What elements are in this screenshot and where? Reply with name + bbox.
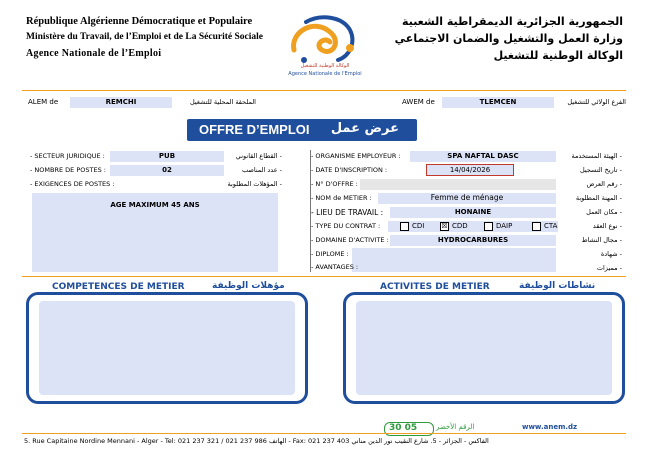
exigences-label: - EXIGENCES DE POSTES :: [30, 180, 115, 188]
diplome-label: - DIPLOME :: [311, 250, 349, 258]
website-link[interactable]: www.anem.dz: [522, 423, 578, 431]
header-fr-line2: Ministère du Travail, de l’Emploi et de La Sécurité Sociale: [26, 32, 263, 42]
header-ar-line3: الوكالة الوطنية للتشغيل: [493, 49, 623, 62]
cdi-checkbox[interactable]: [400, 222, 409, 231]
activites-box: [343, 292, 625, 404]
secteur-ar-label: - القطاع القانوني: [235, 152, 282, 160]
title-ar: عرض عمل: [330, 121, 399, 136]
cta-label: CTA: [544, 222, 558, 230]
title-fr: OFFRE D’EMPLOI: [199, 122, 310, 137]
footer-divider: [22, 433, 626, 434]
organisme-value: SPA NAFTAL DASC: [410, 151, 556, 162]
awem-label: AWEM de: [402, 98, 435, 106]
nombre-postes-label: - NOMBRE DE POSTES :: [30, 166, 106, 174]
domaine-ar-label: - مجال النشاط: [581, 236, 622, 244]
nom-metier-ar-label: - المهنة المطلوبة: [575, 194, 622, 202]
secteur-value: PUB: [110, 151, 224, 162]
nom-metier-label: - NOM de METIER :: [311, 194, 372, 202]
header-ar-line2: وزارة العمل والتشغيل والضمان الاجتماعي: [394, 32, 623, 45]
diplome-value: [352, 248, 556, 272]
contract-options: [388, 221, 558, 232]
header-fr-line1: République Algérienne Démocratique et Populaire: [26, 16, 253, 27]
exigences-text: AGE MAXIMUM 45 ANS: [110, 201, 200, 209]
header-divider: [22, 90, 626, 91]
logo-ar-text: الوكالة الوطنية للتشغيل: [300, 63, 350, 69]
green-number-label: الرقم الأخضر: [436, 423, 475, 431]
lieu-travail-ar-label: - مكان العمل: [586, 208, 622, 216]
lieu-travail-label: - LIEU DE TRAVAIL :: [311, 208, 384, 217]
type-contrat-ar-label: - نوع العقد: [592, 222, 622, 230]
header-ar-line1: الجمهورية الجزائرية الديمقراطية الشعبية: [402, 15, 623, 28]
secteur-label: - SECTEUR JURIDIQUE :: [30, 152, 105, 160]
date-inscription-value: 14/04/2026: [426, 164, 514, 176]
nombre-postes-value: 02: [110, 165, 224, 176]
green-number: 30 05: [389, 423, 418, 433]
anem-logo-icon: [284, 10, 366, 70]
header-fr-line3: Agence Nationale de l’Emploi: [26, 48, 162, 59]
anem-logo: [284, 10, 366, 82]
domaine-value: HYDROCARBURES: [390, 235, 556, 246]
exigences-box: [32, 193, 278, 272]
type-contrat-label: - TYPE DU CONTRAT :: [311, 222, 381, 230]
awem-value: TLEMCEN: [442, 97, 554, 108]
cdi-label: CDI: [412, 222, 425, 230]
avantages-ar-label: - مميزات: [596, 264, 622, 272]
avantages-label: - AVANTAGES :: [311, 263, 359, 271]
daip-label: DAIP: [496, 222, 513, 230]
domaine-label: - DOMAINE D'ACTIVITE :: [311, 236, 389, 244]
diplome-ar-label: - شهادة: [600, 250, 622, 258]
activites-title-ar: نشاطات الوظيفة: [519, 281, 596, 291]
footer-address: 5. Rue Capitaine Nordine Mennani - Alger - Tel: 021 237 321 / 021 237 986 الهاتف - Fax: 021 237 403 الفاكس - الجزائر - 5. شارع النقيب نور الدين مناني: [24, 437, 489, 445]
numero-offre-label: - N° D'OFFRE :: [311, 180, 358, 188]
title-banner: [187, 119, 417, 141]
numero-offre-value: [360, 179, 556, 190]
lieu-travail-value: HONAINE: [390, 207, 556, 218]
date-inscription-label: - DATE D'INSCRIPTION :: [311, 166, 388, 174]
logo-fr-text: Agence Nationale de l'Emploi: [288, 71, 362, 77]
nom-metier-value: Femme de ménage: [378, 193, 556, 204]
cdd-checkbox[interactable]: ☒: [441, 222, 448, 230]
alem-value: REMCHI: [70, 97, 172, 108]
activites-title-fr: ACTIVITES DE METIER: [380, 282, 490, 292]
numero-offre-ar-label: - رقم العرض: [586, 180, 622, 188]
alem-ar-label: الملحقة المحلية للتشغيل: [189, 98, 256, 106]
alem-label: ALEM de: [28, 98, 59, 106]
daip-checkbox[interactable]: [484, 222, 493, 231]
cta-checkbox[interactable]: [532, 222, 541, 231]
cdd-label: CDD: [452, 222, 468, 230]
competences-title-fr: COMPETENCES DE METIER: [52, 282, 185, 292]
nombre-postes-ar-label: - عدد المناصب: [241, 166, 282, 174]
competences-field[interactable]: [39, 301, 295, 395]
organisme-label: - ORGANISME EMPLOYEUR :: [311, 152, 401, 160]
body-divider: [22, 276, 626, 277]
exigences-ar-label: - المؤهلات المطلوبة: [227, 180, 282, 188]
activites-field[interactable]: [356, 301, 612, 395]
competences-title-ar: مؤهلات الوظيفة: [212, 281, 285, 291]
organisme-ar-label: - الهيئة المستخدمة: [571, 152, 622, 160]
competences-box: [26, 292, 308, 404]
date-inscription-ar-label: - تاريخ التسجيل: [579, 166, 622, 174]
awem-ar-label: الفرع الولائي للتشغيل: [567, 98, 626, 106]
